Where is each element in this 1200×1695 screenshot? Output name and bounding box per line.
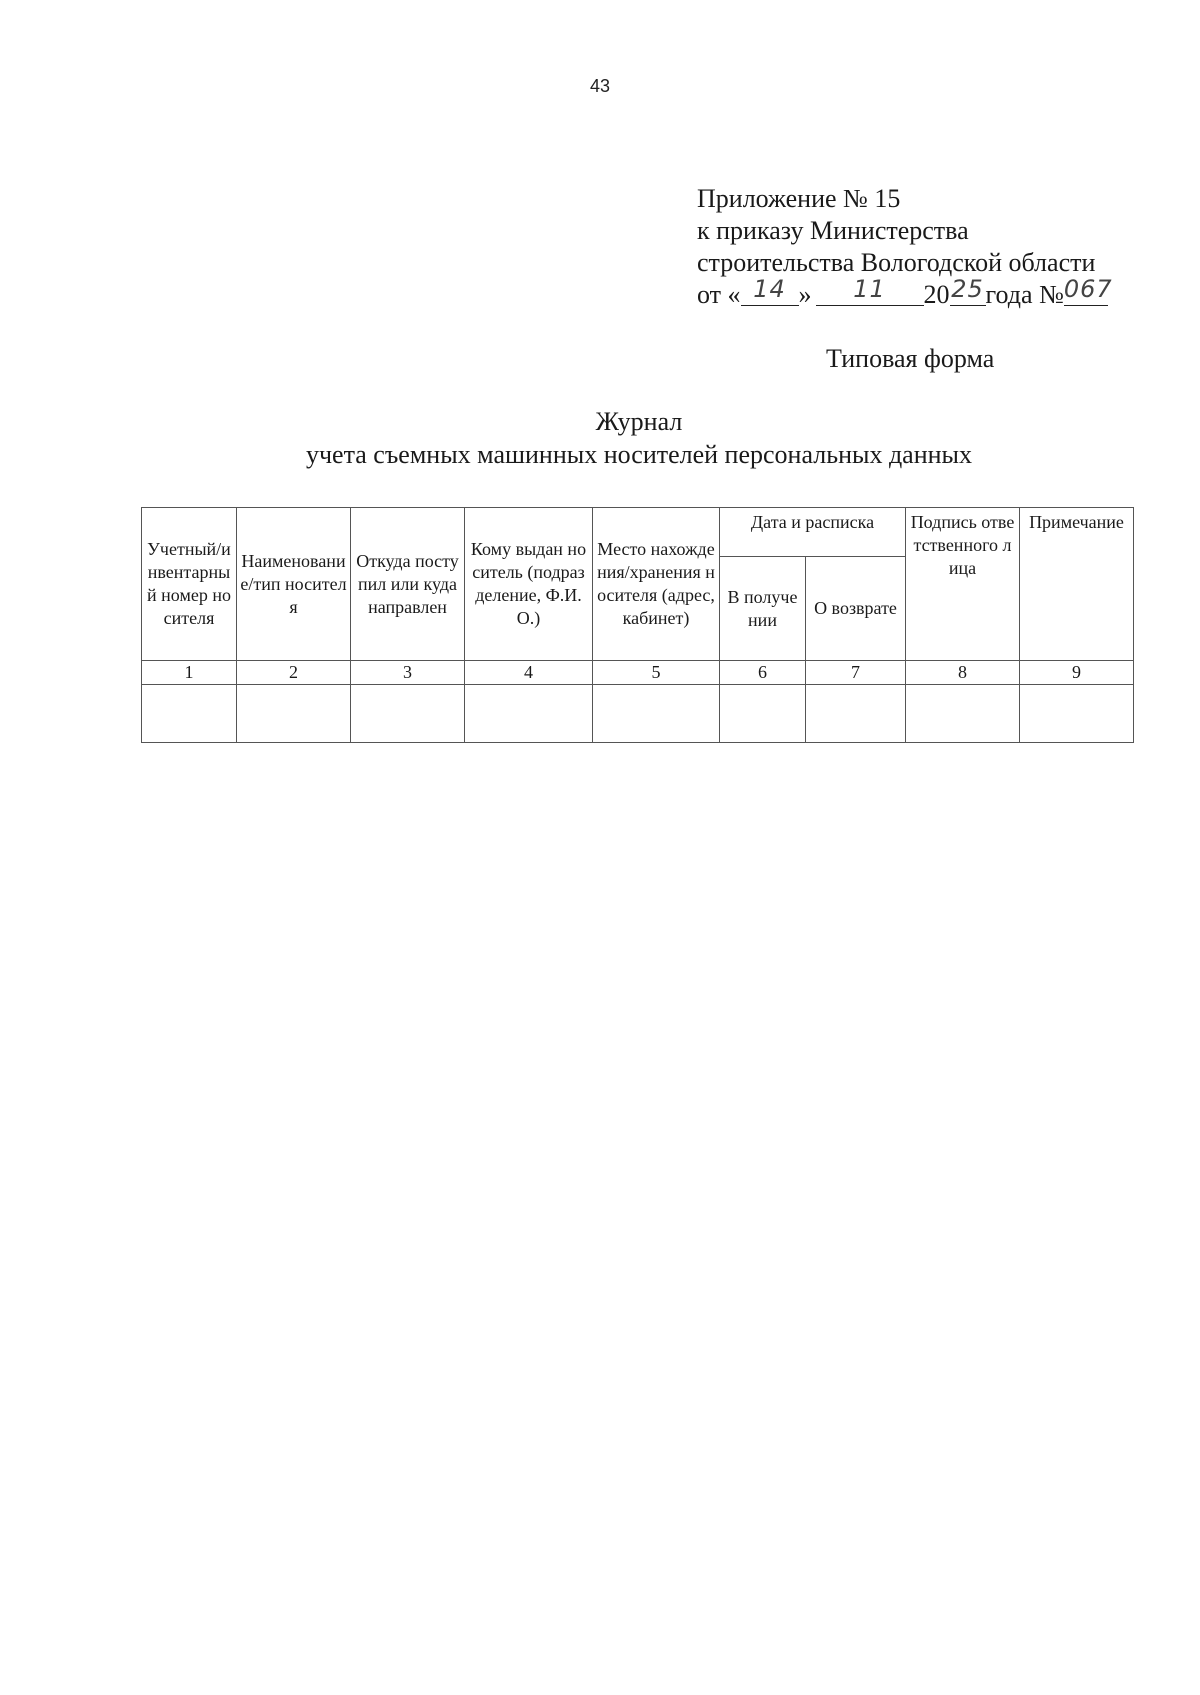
table-cell (806, 685, 906, 743)
header-inventory-number: Учетный/инвентарный номер носителя (142, 508, 237, 661)
header-origin-destination: Откуда поступил или куда направлен (351, 508, 465, 661)
header-date-receipt: Дата и расписка (720, 508, 906, 557)
header-carrier-name: Наименование/тип носителя (237, 508, 351, 661)
day-field (741, 275, 799, 306)
appendix-order-line: к приказу Министерства (697, 216, 969, 245)
table-cell (351, 685, 465, 743)
column-number: 9 (1020, 661, 1134, 685)
appendix-title: Приложение № 15 (697, 184, 901, 213)
column-number-row (142, 661, 1134, 685)
column-number: 2 (237, 661, 351, 685)
header-storage-location: Место нахождения/хранения носителя (адрес, кабинет) (593, 508, 720, 661)
table-row (142, 685, 1134, 743)
column-number: 3 (351, 661, 465, 685)
date-mid: » (798, 280, 812, 309)
column-number: 1 (142, 661, 237, 685)
header-responsible-signature: Подпись ответственного лица (906, 508, 1020, 661)
column-number: 4 (465, 661, 593, 685)
day-value: 14 (753, 275, 786, 303)
appendix-ministry-line: строительства Вологодской области (697, 248, 1096, 277)
header-issued-to: Кому выдан носитель (подразделение, Ф.И.О.) (465, 508, 593, 661)
number-value: 067 (1063, 275, 1113, 303)
appendix-date-line (697, 275, 1113, 311)
table-cell (142, 685, 237, 743)
journal-subtitle: учета съемных машинных носителей персональных данных (305, 440, 973, 469)
table-cell (1020, 685, 1134, 743)
header-returned: О возврате (806, 557, 906, 661)
page-number: 43 (589, 76, 611, 96)
column-number: 5 (593, 661, 720, 685)
number-field (1063, 275, 1113, 306)
year-value: 25 (951, 275, 984, 303)
year-field (950, 275, 986, 306)
header-received: В получении (720, 557, 806, 661)
month-field (816, 275, 924, 306)
journal-table (141, 507, 1134, 743)
appendix-block (697, 183, 1113, 311)
date-prefix: от « (697, 280, 741, 309)
month-value: 11 (853, 275, 886, 303)
header-row-1 (142, 508, 1134, 557)
number-label: года № (985, 280, 1064, 309)
column-number: 7 (806, 661, 906, 685)
table-cell (465, 685, 593, 743)
column-number: 6 (720, 661, 806, 685)
table-cell (593, 685, 720, 743)
header-note: Примечание (1020, 508, 1134, 661)
column-number: 8 (906, 661, 1020, 685)
table-cell (237, 685, 351, 743)
table-cell (720, 685, 806, 743)
year-prefix: 20 (923, 280, 950, 309)
journal-title: Журнал (595, 407, 683, 436)
form-type-label: Типовая форма (826, 344, 995, 373)
table-cell (906, 685, 1020, 743)
